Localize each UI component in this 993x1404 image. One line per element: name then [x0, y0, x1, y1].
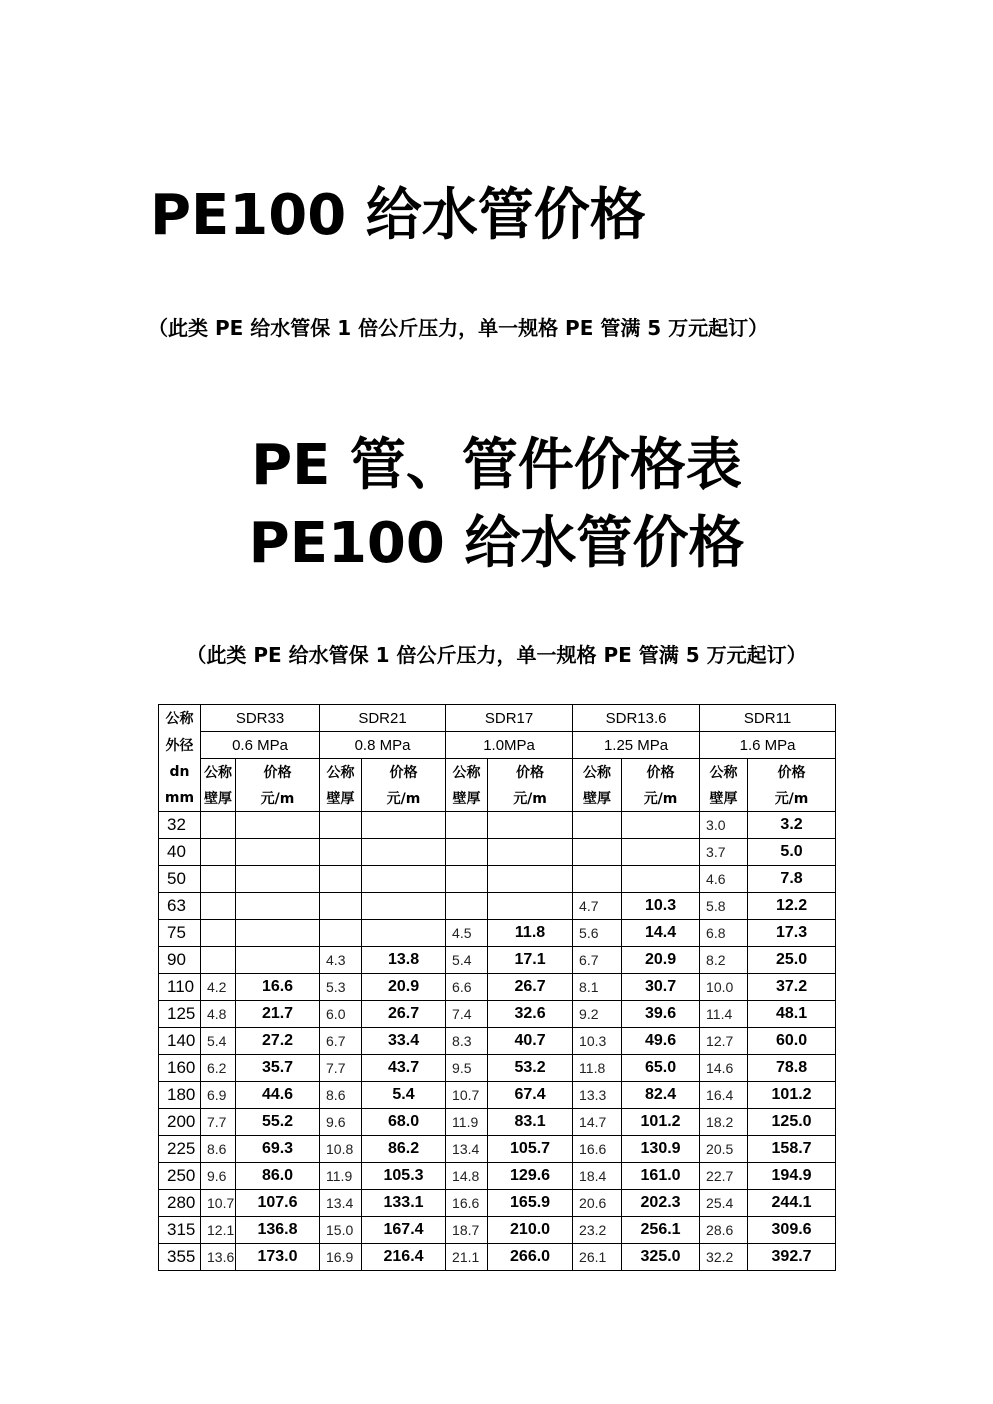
- outer-diameter-cell: 75: [159, 920, 201, 947]
- price-cell: 86.0: [236, 1163, 320, 1190]
- wall-thickness-cell: [320, 839, 362, 866]
- outer-diameter-cell: 225: [159, 1136, 201, 1163]
- wall-thickness-cell: 18.4: [573, 1163, 622, 1190]
- price-cell: [236, 920, 320, 947]
- price-cell: 32.6: [488, 1001, 573, 1028]
- wall-thickness-cell: 6.7: [573, 947, 622, 974]
- sdr-header: SDR21: [320, 705, 446, 732]
- price-cell: 44.6: [236, 1082, 320, 1109]
- price-cell: [362, 866, 446, 893]
- wall-thickness-cell: 18.2: [700, 1109, 748, 1136]
- wall-thickness-header: 公称: [320, 759, 362, 786]
- wall-thickness-header: 壁厚: [446, 785, 488, 812]
- wall-thickness-cell: [573, 812, 622, 839]
- pressure-header: 1.0MPa: [446, 732, 573, 759]
- price-cell: 107.6: [236, 1190, 320, 1217]
- wall-thickness-cell: 8.2: [700, 947, 748, 974]
- wall-thickness-cell: 10.3: [573, 1028, 622, 1055]
- wall-thickness-cell: 14.8: [446, 1163, 488, 1190]
- wall-thickness-header: 公称: [446, 759, 488, 786]
- price-cell: 16.6: [236, 974, 320, 1001]
- outer-diameter-cell: 32: [159, 812, 201, 839]
- outer-diameter-cell: 110: [159, 974, 201, 1001]
- price-cell: 26.7: [362, 1001, 446, 1028]
- wall-thickness-cell: [320, 812, 362, 839]
- wall-thickness-cell: 10.7: [201, 1190, 236, 1217]
- price-cell: 3.2: [748, 812, 836, 839]
- price-cell: 14.4: [622, 920, 700, 947]
- wall-thickness-cell: [446, 866, 488, 893]
- price-cell: [236, 893, 320, 920]
- table-row: [159, 974, 836, 1001]
- wall-thickness-cell: 3.0: [700, 812, 748, 839]
- price-cell: [488, 812, 573, 839]
- price-cell: 20.9: [362, 974, 446, 1001]
- price-cell: 17.3: [748, 920, 836, 947]
- wall-thickness-cell: 12.7: [700, 1028, 748, 1055]
- table-row: [159, 947, 836, 974]
- price-cell: 65.0: [622, 1055, 700, 1082]
- wall-thickness-cell: 15.0: [320, 1217, 362, 1244]
- price-cell: 30.7: [622, 974, 700, 1001]
- wall-thickness-cell: [201, 947, 236, 974]
- table-row: [159, 1217, 836, 1244]
- outer-diameter-cell: 200: [159, 1109, 201, 1136]
- table-row: [159, 1001, 836, 1028]
- table-row: [159, 1244, 836, 1271]
- header-corner: 外径: [159, 732, 201, 759]
- price-table: [158, 704, 836, 1271]
- price-cell: [236, 812, 320, 839]
- wall-thickness-cell: 25.4: [700, 1190, 748, 1217]
- sdr-header: SDR17: [446, 705, 573, 732]
- price-cell: [362, 920, 446, 947]
- price-cell: 21.7: [236, 1001, 320, 1028]
- wall-thickness-cell: [446, 839, 488, 866]
- order-note-main: （此类 PE 给水管保 1 倍公斤压力，单一规格 PE 管满 5 万元起订）: [186, 643, 807, 667]
- wall-thickness-cell: 20.6: [573, 1190, 622, 1217]
- outer-diameter-cell: 90: [159, 947, 201, 974]
- sdr-header: SDR33: [201, 705, 320, 732]
- wall-thickness-cell: 22.7: [700, 1163, 748, 1190]
- wall-thickness-cell: 23.2: [573, 1217, 622, 1244]
- table-row: [159, 812, 836, 839]
- sdr-header: SDR11: [700, 705, 836, 732]
- header-corner: dn: [159, 759, 201, 786]
- price-cell: 48.1: [748, 1001, 836, 1028]
- wall-thickness-cell: [201, 812, 236, 839]
- price-cell: 101.2: [622, 1109, 700, 1136]
- price-cell: 26.7: [488, 974, 573, 1001]
- wall-thickness-cell: 5.8: [700, 893, 748, 920]
- wall-thickness-cell: 21.1: [446, 1244, 488, 1271]
- price-cell: 133.1: [362, 1190, 446, 1217]
- wall-thickness-cell: 28.6: [700, 1217, 748, 1244]
- price-header: 价格: [236, 759, 320, 786]
- wall-thickness-cell: [573, 839, 622, 866]
- outer-diameter-cell: 180: [159, 1082, 201, 1109]
- table-row: [159, 893, 836, 920]
- wall-thickness-cell: 7.7: [320, 1055, 362, 1082]
- wall-thickness-cell: 9.2: [573, 1001, 622, 1028]
- wall-thickness-cell: [573, 866, 622, 893]
- price-cell: 129.6: [488, 1163, 573, 1190]
- wall-thickness-cell: 16.9: [320, 1244, 362, 1271]
- outer-diameter-cell: 315: [159, 1217, 201, 1244]
- price-cell: 82.4: [622, 1082, 700, 1109]
- price-cell: 20.9: [622, 947, 700, 974]
- table-row: [159, 1109, 836, 1136]
- price-cell: [488, 866, 573, 893]
- wall-thickness-cell: 10.7: [446, 1082, 488, 1109]
- wall-thickness-cell: [446, 893, 488, 920]
- table-row: [159, 1136, 836, 1163]
- price-cell: [622, 839, 700, 866]
- wall-thickness-header: 公称: [700, 759, 748, 786]
- outer-diameter-cell: 140: [159, 1028, 201, 1055]
- wall-thickness-cell: 6.6: [446, 974, 488, 1001]
- wall-thickness-cell: 6.0: [320, 1001, 362, 1028]
- wall-thickness-cell: [320, 866, 362, 893]
- wall-thickness-cell: 26.1: [573, 1244, 622, 1271]
- price-cell: [236, 947, 320, 974]
- price-cell: [236, 839, 320, 866]
- wall-thickness-cell: [201, 839, 236, 866]
- price-cell: [488, 839, 573, 866]
- wall-thickness-cell: 8.3: [446, 1028, 488, 1055]
- price-header: 元/m: [622, 785, 700, 812]
- price-cell: 86.2: [362, 1136, 446, 1163]
- table-row: [159, 1055, 836, 1082]
- outer-diameter-cell: 280: [159, 1190, 201, 1217]
- wall-thickness-cell: 16.4: [700, 1082, 748, 1109]
- wall-thickness-cell: 7.7: [201, 1109, 236, 1136]
- wall-thickness-cell: 8.6: [201, 1136, 236, 1163]
- price-cell: 309.6: [748, 1217, 836, 1244]
- page-title-sub: PE100 给水管价格: [248, 511, 745, 576]
- wall-thickness-cell: 11.9: [320, 1163, 362, 1190]
- price-cell: 60.0: [748, 1028, 836, 1055]
- wall-thickness-cell: 9.6: [201, 1163, 236, 1190]
- wall-thickness-cell: [320, 893, 362, 920]
- price-cell: [362, 893, 446, 920]
- price-cell: [362, 812, 446, 839]
- wall-thickness-cell: 10.0: [700, 974, 748, 1001]
- wall-thickness-cell: 11.9: [446, 1109, 488, 1136]
- price-header: 元/m: [748, 785, 836, 812]
- price-header: 价格: [362, 759, 446, 786]
- table-row: [159, 1028, 836, 1055]
- wall-thickness-cell: 4.3: [320, 947, 362, 974]
- price-cell: 256.1: [622, 1217, 700, 1244]
- wall-thickness-cell: 14.6: [700, 1055, 748, 1082]
- wall-thickness-cell: 8.1: [573, 974, 622, 1001]
- wall-thickness-cell: 4.7: [573, 893, 622, 920]
- price-cell: 165.9: [488, 1190, 573, 1217]
- price-cell: 25.0: [748, 947, 836, 974]
- wall-thickness-cell: 11.4: [700, 1001, 748, 1028]
- wall-thickness-cell: 9.5: [446, 1055, 488, 1082]
- price-cell: 130.9: [622, 1136, 700, 1163]
- wall-thickness-cell: 13.4: [446, 1136, 488, 1163]
- wall-thickness-cell: 3.7: [700, 839, 748, 866]
- price-cell: 173.0: [236, 1244, 320, 1271]
- wall-thickness-cell: 16.6: [446, 1190, 488, 1217]
- price-cell: 49.6: [622, 1028, 700, 1055]
- pressure-header: 0.6 MPa: [201, 732, 320, 759]
- wall-thickness-cell: 4.8: [201, 1001, 236, 1028]
- wall-thickness-cell: [446, 812, 488, 839]
- wall-thickness-cell: 5.6: [573, 920, 622, 947]
- price-cell: 67.4: [488, 1082, 573, 1109]
- wall-thickness-cell: 10.8: [320, 1136, 362, 1163]
- price-cell: 216.4: [362, 1244, 446, 1271]
- wall-thickness-cell: [320, 920, 362, 947]
- price-cell: 43.7: [362, 1055, 446, 1082]
- table-row: [159, 920, 836, 947]
- price-cell: 210.0: [488, 1217, 573, 1244]
- header-corner: mm: [159, 785, 201, 812]
- wall-thickness-header: 壁厚: [700, 785, 748, 812]
- price-cell: 101.2: [748, 1082, 836, 1109]
- price-cell: 202.3: [622, 1190, 700, 1217]
- wall-thickness-header: 壁厚: [573, 785, 622, 812]
- price-cell: [236, 866, 320, 893]
- sdr-header: SDR13.6: [573, 705, 700, 732]
- pressure-header: 1.25 MPa: [573, 732, 700, 759]
- wall-thickness-cell: 4.2: [201, 974, 236, 1001]
- price-cell: 5.4: [362, 1082, 446, 1109]
- table-row: [159, 1082, 836, 1109]
- pressure-header: 1.6 MPa: [700, 732, 836, 759]
- wall-thickness-cell: 12.1: [201, 1217, 236, 1244]
- wall-thickness-header: 公称: [201, 759, 236, 786]
- wall-thickness-cell: 4.6: [700, 866, 748, 893]
- wall-thickness-header: 壁厚: [201, 785, 236, 812]
- wall-thickness-cell: 9.6: [320, 1109, 362, 1136]
- price-cell: 105.7: [488, 1136, 573, 1163]
- price-cell: 27.2: [236, 1028, 320, 1055]
- wall-thickness-cell: 6.2: [201, 1055, 236, 1082]
- price-cell: 125.0: [748, 1109, 836, 1136]
- price-cell: 105.3: [362, 1163, 446, 1190]
- price-cell: 69.3: [236, 1136, 320, 1163]
- wall-thickness-cell: 18.7: [446, 1217, 488, 1244]
- table-row: [159, 1163, 836, 1190]
- price-cell: 161.0: [622, 1163, 700, 1190]
- price-cell: 167.4: [362, 1217, 446, 1244]
- wall-thickness-cell: 8.6: [320, 1082, 362, 1109]
- wall-thickness-cell: 5.3: [320, 974, 362, 1001]
- price-cell: 392.7: [748, 1244, 836, 1271]
- wall-thickness-cell: [201, 866, 236, 893]
- price-cell: 33.4: [362, 1028, 446, 1055]
- price-cell: [622, 812, 700, 839]
- outer-diameter-cell: 50: [159, 866, 201, 893]
- outer-diameter-cell: 160: [159, 1055, 201, 1082]
- table-row: [159, 866, 836, 893]
- wall-thickness-cell: 13.3: [573, 1082, 622, 1109]
- price-cell: 55.2: [236, 1109, 320, 1136]
- price-cell: 194.9: [748, 1163, 836, 1190]
- price-cell: 325.0: [622, 1244, 700, 1271]
- price-cell: 17.1: [488, 947, 573, 974]
- price-header: 价格: [488, 759, 573, 786]
- price-cell: 10.3: [622, 893, 700, 920]
- page-title-top: PE100 给水管价格: [150, 183, 646, 248]
- wall-thickness-cell: 6.8: [700, 920, 748, 947]
- outer-diameter-cell: 40: [159, 839, 201, 866]
- price-cell: 266.0: [488, 1244, 573, 1271]
- table-row: [159, 839, 836, 866]
- price-cell: 244.1: [748, 1190, 836, 1217]
- table-row: [159, 1190, 836, 1217]
- price-cell: 40.7: [488, 1028, 573, 1055]
- wall-thickness-cell: 11.8: [573, 1055, 622, 1082]
- wall-thickness-cell: 14.7: [573, 1109, 622, 1136]
- header-corner: 公称: [159, 705, 201, 732]
- price-header: 元/m: [236, 785, 320, 812]
- price-cell: 53.2: [488, 1055, 573, 1082]
- wall-thickness-header: 公称: [573, 759, 622, 786]
- wall-thickness-header: 壁厚: [320, 785, 362, 812]
- price-cell: 13.8: [362, 947, 446, 974]
- wall-thickness-cell: 20.5: [700, 1136, 748, 1163]
- price-cell: 11.8: [488, 920, 573, 947]
- wall-thickness-cell: 16.6: [573, 1136, 622, 1163]
- price-cell: 5.0: [748, 839, 836, 866]
- wall-thickness-cell: 13.4: [320, 1190, 362, 1217]
- price-header: 元/m: [488, 785, 573, 812]
- price-cell: 158.7: [748, 1136, 836, 1163]
- price-cell: [362, 839, 446, 866]
- pressure-header: 0.8 MPa: [320, 732, 446, 759]
- price-header: 元/m: [362, 785, 446, 812]
- price-cell: 83.1: [488, 1109, 573, 1136]
- price-header: 价格: [622, 759, 700, 786]
- price-cell: 37.2: [748, 974, 836, 1001]
- order-note-top: （此类 PE 给水管保 1 倍公斤压力，单一规格 PE 管满 5 万元起订）: [148, 316, 769, 340]
- price-cell: 136.8: [236, 1217, 320, 1244]
- outer-diameter-cell: 63: [159, 893, 201, 920]
- wall-thickness-cell: 6.7: [320, 1028, 362, 1055]
- wall-thickness-cell: 13.6: [201, 1244, 236, 1271]
- price-cell: 68.0: [362, 1109, 446, 1136]
- price-cell: [488, 893, 573, 920]
- wall-thickness-cell: [201, 893, 236, 920]
- price-cell: 7.8: [748, 866, 836, 893]
- wall-thickness-cell: 4.5: [446, 920, 488, 947]
- price-header: 价格: [748, 759, 836, 786]
- outer-diameter-cell: 250: [159, 1163, 201, 1190]
- wall-thickness-cell: 7.4: [446, 1001, 488, 1028]
- price-cell: 12.2: [748, 893, 836, 920]
- price-cell: [622, 866, 700, 893]
- wall-thickness-cell: 32.2: [700, 1244, 748, 1271]
- wall-thickness-cell: [201, 920, 236, 947]
- wall-thickness-cell: 5.4: [201, 1028, 236, 1055]
- page-title-main: PE 管、管件价格表: [251, 433, 742, 498]
- price-cell: 39.6: [622, 1001, 700, 1028]
- outer-diameter-cell: 355: [159, 1244, 201, 1271]
- price-cell: 35.7: [236, 1055, 320, 1082]
- outer-diameter-cell: 125: [159, 1001, 201, 1028]
- wall-thickness-cell: 5.4: [446, 947, 488, 974]
- price-cell: 78.8: [748, 1055, 836, 1082]
- wall-thickness-cell: 6.9: [201, 1082, 236, 1109]
